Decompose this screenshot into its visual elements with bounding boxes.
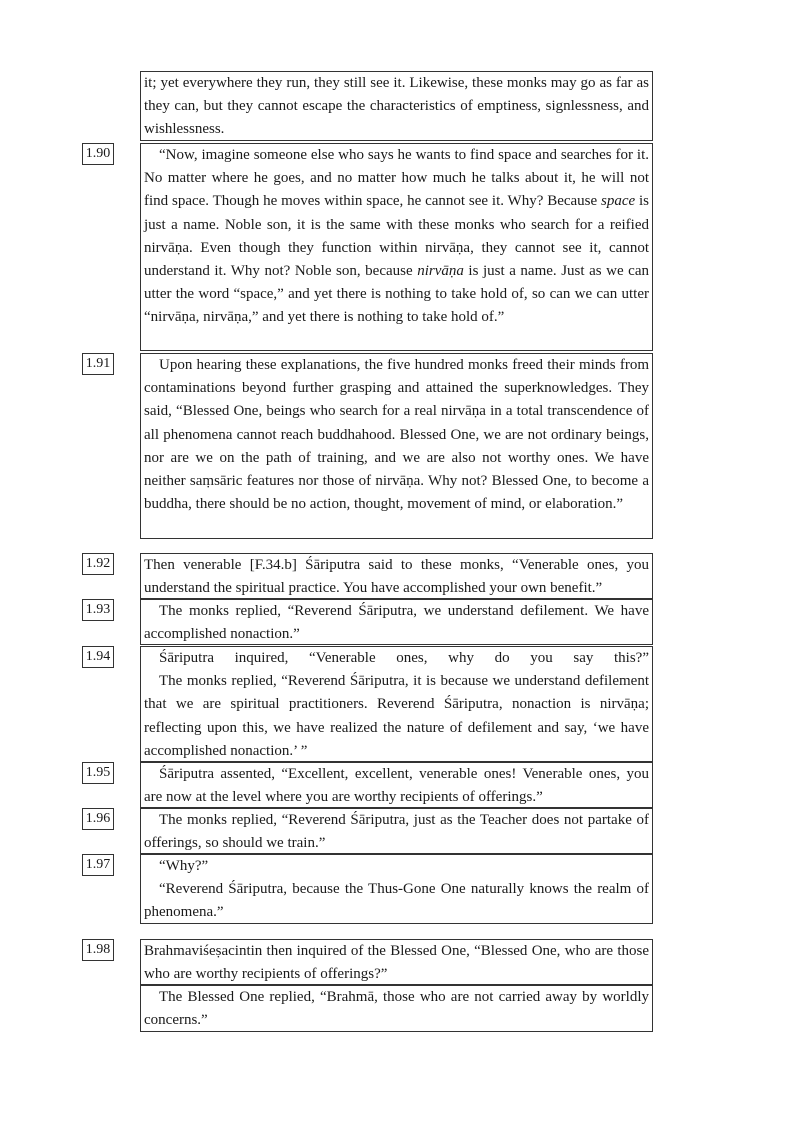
paragraph: Brahmaviśeṣacintin then inquired of the Blessed One, “Blessed One, who are those who are worthy recipients of offerings?” bbox=[144, 943, 649, 983]
text-box-1-93 bbox=[140, 599, 653, 645]
paragraph-number-1-98: 1.98 bbox=[82, 939, 114, 961]
text-box-1-97 bbox=[140, 854, 653, 924]
paragraph-number-1-96: 1.96 bbox=[82, 808, 114, 830]
emphasis-space: space bbox=[601, 193, 636, 210]
text-box-1-98-reply bbox=[140, 985, 653, 1032]
paragraph-number-1-95: 1.95 bbox=[82, 762, 114, 784]
paragraph-number-1-92: 1.92 bbox=[82, 553, 114, 575]
text-box-continuation bbox=[140, 71, 653, 141]
paragraph: The monks replied, “Reverend Śāriputra, just as the Teacher does not partake of offerings, so should we train.” bbox=[144, 812, 649, 852]
text-box-1-91 bbox=[140, 353, 653, 539]
paragraph-number-1-93: 1.93 bbox=[82, 599, 114, 621]
text-box-1-95 bbox=[140, 762, 653, 808]
paragraph: “Now, imagine someone else who says he wants to find space and searches for it. No matter where he goes, and no matter how much he talks about it, he will not find space. Though he moves within space, he cannot see it. Why? Because space is just a name. Noble son, it is the same with these monks who search for a reified nirvāṇa. Even though they function within nirvāṇa, they cannot see it, cannot understand it. Why not? Noble son, because nirvāṇa is just a name. Just as we can utter the word “space,” and yet there is nothing to take hold of, so can we can utter “nirvāṇa, nirvāṇa,” and yet there is nothing to take hold of.” bbox=[144, 147, 650, 326]
text-box-1-98 bbox=[140, 939, 653, 985]
paragraph: The monks replied, “Reverend Śāriputra, it is because we understand defilement that we are spiritual practitioners. Reverend Śāriputra, nonaction is nirvāṇa; reflecting upon this, we have realized the nature of defilement and say, ‘we have accomplished nonaction.’ ” bbox=[144, 673, 649, 759]
paragraph-number-1-91: 1.91 bbox=[82, 353, 114, 375]
text-box-1-96 bbox=[140, 808, 653, 854]
paragraph: Upon hearing these explanations, the five hundred monks freed their minds from contaminations beyond further grasping and attained the superknowledges. They said, “Blessed One, beings who search for a real nirvāṇa in a total transcendence of all phenomena cannot reach buddhahood. Blessed One, we are not ordinary beings, nor are we on the path of training, and we are also not worthy ones. We have neither saṃsāric features nor those of nirvāṇa. Why not? Blessed One, to become a buddha, there should be no action, thought, movement of mind, or elaboration.” bbox=[144, 357, 649, 513]
paragraph: Śāriputra assented, “Excellent, excellent, venerable ones! Venerable ones, you are now at the level where you are worthy recipients of offerings.” bbox=[144, 766, 649, 806]
paragraph: Śāriputra inquired, “Venerable ones, why do you say this?” bbox=[159, 650, 649, 666]
paragraph: “Reverend Śāriputra, because the Thus-Gone One naturally knows the realm of phenomena.” bbox=[144, 881, 649, 921]
paragraph-number-1-94: 1.94 bbox=[82, 646, 114, 668]
paragraph-number-1-97: 1.97 bbox=[82, 854, 114, 876]
paragraph-number-1-90: 1.90 bbox=[82, 143, 114, 165]
text-box-1-92 bbox=[140, 553, 653, 599]
paragraph: Then venerable [F.34.b] Śāriputra said to these monks, “Venerable ones, you understand the spiritual practice. You have accomplished your own benefit.” bbox=[144, 557, 649, 597]
emphasis-nirvana: nirvāṇa bbox=[417, 263, 464, 280]
text-box-1-94 bbox=[140, 646, 653, 762]
paragraph: The Blessed One replied, “Brahmā, those who are not carried away by worldly concerns.” bbox=[144, 989, 649, 1029]
paragraph: it; yet everywhere they run, they still see it. Likewise, these monks may go as far as they can, but they cannot escape the characteristics of emptiness, signlessness, and wishlessness. bbox=[144, 75, 649, 138]
paragraph: “Why?” bbox=[159, 858, 209, 874]
text-box-1-90 bbox=[140, 143, 653, 351]
paragraph: The monks replied, “Reverend Śāriputra, we understand defilement. We have accomplished nonaction.” bbox=[144, 603, 649, 643]
